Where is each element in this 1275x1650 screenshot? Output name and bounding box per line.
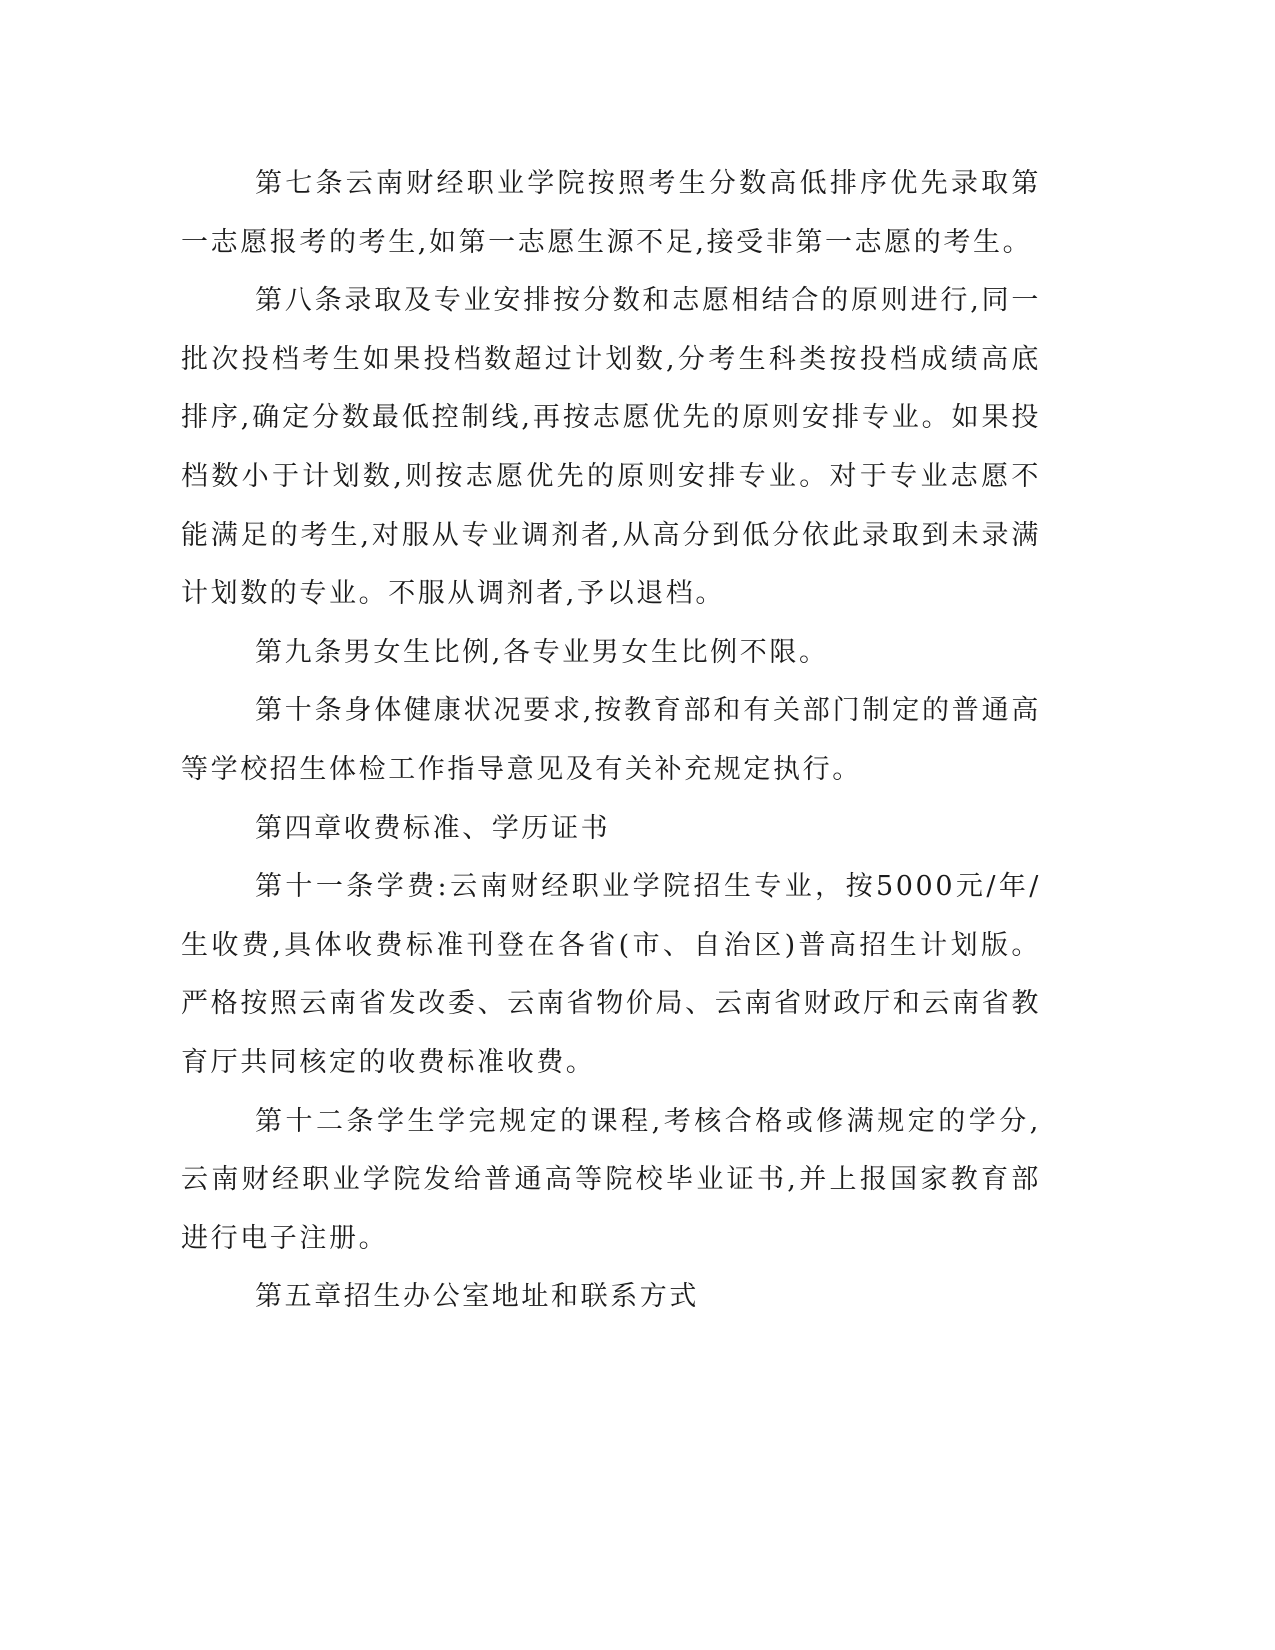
paragraph-article-8: 第八条录取及专业安排按分数和志愿相结合的原则进行,同一批次投档考生如果投档数超过计划数,分考生科类按投档成绩高底排序,确定分数最低控制线,再按志愿优先的原则安排专业。如果投档数小于计划数,则按志愿优先的原则安排专业。对于专业志愿不能满足的考生,对服从专业调剂者,从高分到低分依此录取到未录满计划数的专业。不服从调剂者,予以退档。	[181, 285, 1041, 610]
paragraph-article-11: 第十一条学费:云南财经职业学院招生专业，按5000元/年/生收费,具体收费标准刊登在各省(市、自治区)普高招生计划版。严格按照云南省发改委、云南省物价局、云南省财政厅和云南省教育厅共同核定的收费标准收费。	[181, 871, 1041, 1078]
paragraph-article-9: 第九条男女生比例,各专业男女生比例不限。	[255, 636, 829, 668]
paragraph-article-10: 第十条身体健康状况要求,按教育部和有关部门制定的普通高等学校招生体检工作指导意见及有关补充规定执行。	[181, 695, 1041, 785]
paragraph-article-7: 第七条云南财经职业学院按照考生分数高低排序优先录取第一志愿报考的考生,如第一志愿生源不足,接受非第一志愿的考生。	[181, 168, 1041, 258]
paragraph-article-12: 第十二条学生学完规定的课程,考核合格或修满规定的学分,云南财经职业学院发给普通高等院校毕业证书,并上报国家教育部进行电子注册。	[181, 1105, 1041, 1254]
document-body	[181, 155, 1041, 1327]
chapter-5-heading: 第五章招生办公室地址和联系方式	[255, 1281, 699, 1313]
chapter-4-heading: 第四章收费标准、学历证书	[255, 812, 611, 844]
